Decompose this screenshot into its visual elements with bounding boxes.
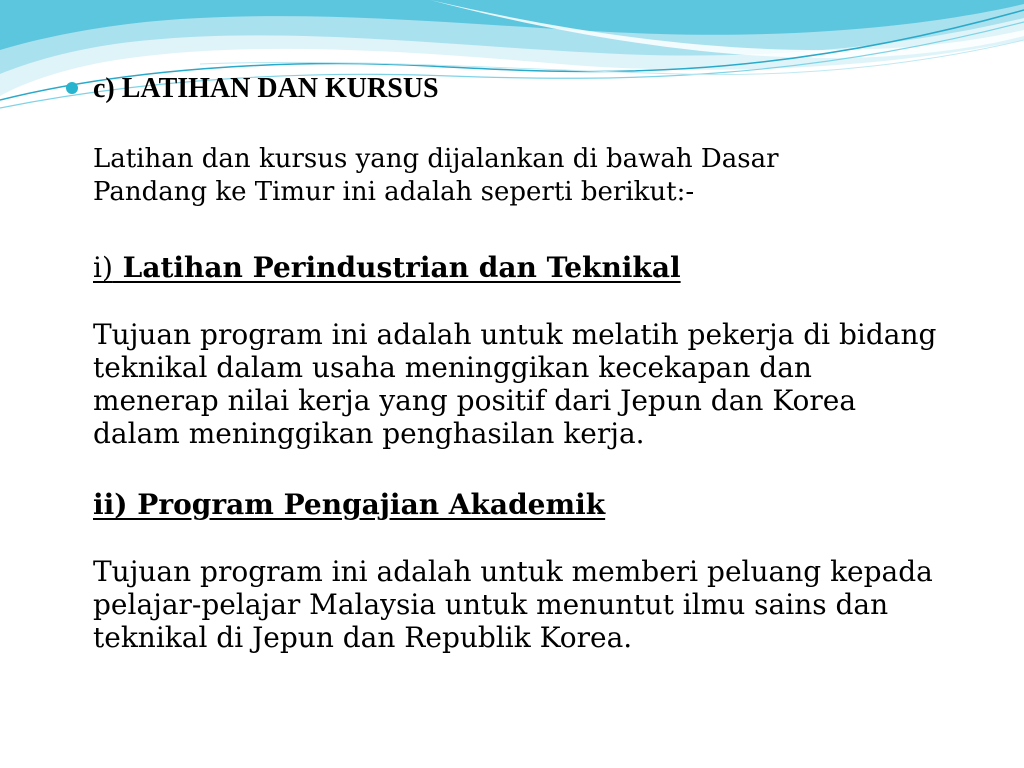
section1-number: i): [93, 251, 113, 284]
intro-line: Pandang ke Timur ini adalah seperti berikut:-: [93, 177, 695, 207]
section2-body-line: Tujuan program ini adalah untuk memberi peluang kepada: [93, 555, 933, 588]
section1-body-line: teknikal dalam usaha meninggikan kecekapan dan: [93, 351, 812, 384]
section2-body-line: pelajar-pelajar Malaysia untuk menuntut ilmu sains dan: [93, 588, 889, 621]
section1-title: [93, 250, 681, 286]
section2-title: ii) Program Pengajian Akademik: [93, 488, 606, 521]
section2-body-line: teknikal di Jepun dan Republik Korea.: [93, 621, 633, 654]
intro-paragraph: [93, 143, 779, 209]
slide-heading: c) LATIHAN DAN KURSUS: [93, 73, 439, 104]
bullet-dot-icon: [66, 82, 78, 94]
section1-body-line: dalam meninggikan penghasilan kerja.: [93, 417, 645, 450]
section1-title-text: Latihan Perindustrian dan Teknikal: [112, 251, 681, 284]
section1-body-line: Tujuan program ini adalah untuk melatih pekerja di bidang: [93, 318, 937, 351]
intro-line: Latihan dan kursus yang dijalankan di bawah Dasar: [93, 144, 779, 174]
section1-body-line: menerap nilai kerja yang positif dari Jepun dan Korea: [93, 384, 857, 417]
section1-body: [93, 318, 936, 450]
section2-body: [93, 555, 933, 654]
